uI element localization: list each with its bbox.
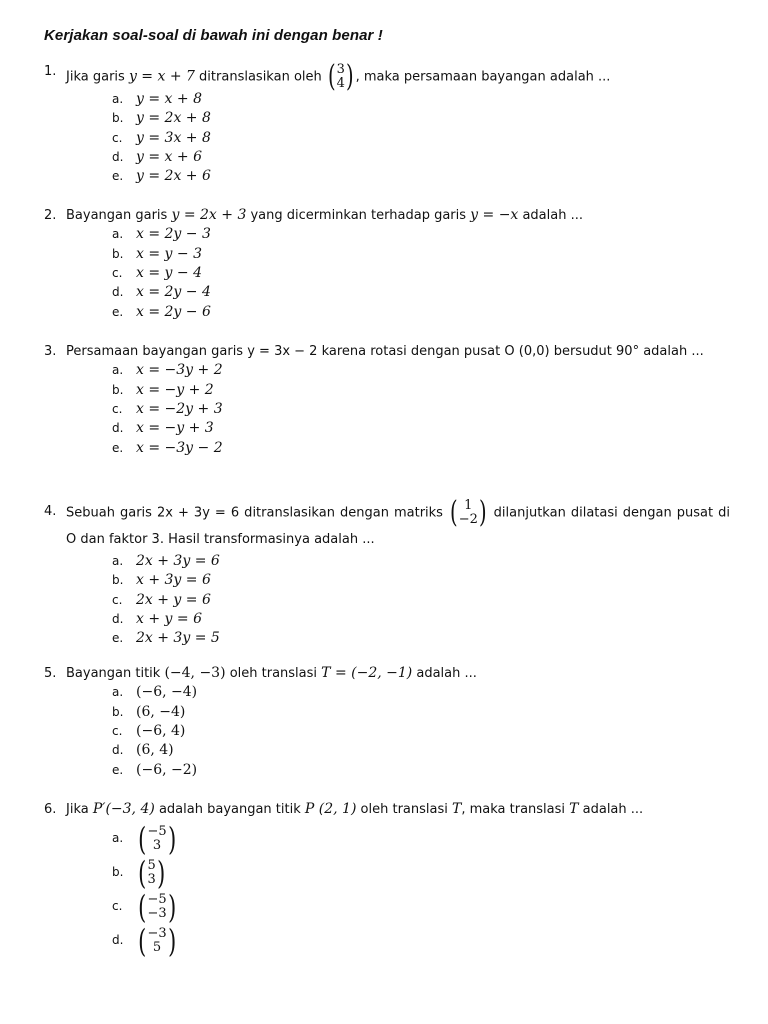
question-5 — [44, 664, 730, 780]
column-vector: ( 5 3 ) — [138, 853, 166, 892]
option-letter: b. — [112, 246, 124, 261]
option-text: y = 3x + 8 — [136, 129, 211, 146]
vector-bottom: 5 — [152, 939, 162, 955]
option-letter: a. — [112, 227, 124, 242]
option-text: x = y − 4 — [136, 265, 202, 281]
option-c[interactable] — [112, 887, 730, 926]
question-stem — [44, 59, 730, 94]
option-b[interactable] — [112, 381, 730, 400]
stem-math: T — [569, 801, 579, 817]
question-number: 3. — [44, 344, 57, 359]
option-text: x + y = 6 — [136, 610, 202, 627]
option-text: y = x + 8 — [136, 90, 202, 107]
stem-math: y = x + 7 — [128, 68, 195, 85]
stem-text-part: adalah bayangan titik — [154, 802, 305, 817]
vector-top: −5 — [147, 823, 167, 839]
option-text: x = −y + 3 — [136, 420, 214, 437]
option-letter: d. — [112, 421, 124, 436]
stem-text-part: oleh translasi — [225, 666, 322, 681]
option-text: (−6, −2) — [136, 761, 198, 778]
option-letter: c. — [112, 130, 123, 145]
option-text: y = 2x + 8 — [136, 110, 211, 127]
option-c[interactable] — [112, 400, 730, 419]
option-text: x = 2y − 3 — [136, 226, 211, 243]
option-letter: d. — [112, 149, 124, 164]
option-list — [112, 362, 730, 458]
option-d[interactable] — [112, 610, 730, 629]
stem-math: y = −x — [470, 207, 519, 223]
stem-text-part: oleh translasi — [356, 802, 452, 817]
question-6 — [44, 800, 730, 958]
column-vector: ( −5 −3 ) — [138, 887, 176, 926]
stem-text-part: , maka translasi — [461, 802, 570, 817]
option-list — [112, 90, 730, 186]
stem-math: (−4, −3) — [164, 665, 226, 681]
option-letter: b. — [112, 382, 124, 397]
page-title: Kerjakan soal-soal di bawah ini dengan benar ! — [44, 27, 383, 44]
option-b[interactable] — [112, 109, 730, 128]
option-letter: b. — [112, 111, 124, 126]
option-list — [112, 226, 730, 322]
vector-top: −3 — [147, 925, 167, 941]
option-a[interactable] — [112, 684, 730, 703]
option-text: x = −2y + 3 — [136, 401, 223, 417]
option-text: x = 2y − 6 — [136, 303, 211, 320]
question-3 — [44, 342, 730, 458]
stem-text-part: adalah ... — [578, 802, 644, 817]
question-number: 4. — [44, 504, 57, 519]
option-letter: a. — [112, 363, 124, 378]
option-c[interactable] — [112, 264, 730, 283]
stem-text-part: Jika garis — [66, 69, 129, 85]
option-letter: e. — [112, 762, 124, 777]
option-list — [112, 684, 730, 780]
stem-text-part: adalah ... — [518, 208, 583, 223]
option-b[interactable] — [112, 703, 730, 722]
vector-top: 5 — [147, 857, 156, 873]
option-text: x + 3y = 6 — [136, 572, 211, 589]
option-letter: e. — [112, 631, 124, 646]
option-letter: c. — [112, 402, 123, 416]
option-letter: d. — [112, 285, 124, 300]
option-a[interactable] — [112, 226, 730, 245]
option-text: 2x + 3y = 5 — [136, 630, 220, 647]
vector-bottom: 3 — [152, 837, 162, 853]
question-text: Persamaan bayangan garis y = 3x − 2 karena rotasi dengan pusat O (0,0) bersudut 90° adalah ... — [66, 344, 704, 359]
vector-bottom: 3 — [147, 871, 156, 887]
option-list — [112, 552, 730, 648]
option-text: (6, −4) — [136, 703, 186, 720]
option-a[interactable] — [112, 552, 730, 571]
option-a[interactable] — [112, 90, 730, 109]
vector-bottom: 4 — [336, 76, 345, 91]
stem-text-part: Sebuah garis 2x + 3y = 6 ditranslasikan dengan matriks — [66, 505, 449, 521]
column-vector: ( −5 3 ) — [138, 819, 176, 858]
option-c[interactable] — [112, 722, 730, 741]
stem-text-part: Bayangan titik — [66, 666, 165, 681]
stem-text-part: , maka persamaan bayangan adalah ... — [355, 69, 611, 85]
stem-text-part: adalah ... — [412, 666, 477, 681]
question-number: 2. — [44, 208, 57, 223]
option-letter: b. — [112, 573, 124, 588]
option-list — [112, 819, 730, 960]
option-letter: a. — [112, 685, 124, 700]
option-e[interactable] — [112, 303, 730, 322]
option-text: (−6, 4) — [136, 723, 186, 739]
option-letter: c. — [112, 898, 123, 913]
option-letter: e. — [112, 440, 124, 455]
option-e[interactable] — [112, 439, 730, 458]
option-letter: d. — [112, 611, 124, 626]
option-e[interactable] — [112, 761, 730, 780]
option-c[interactable] — [112, 129, 730, 148]
stem-text-part: ditranslasikan oleh — [194, 69, 326, 85]
option-text: 2x + y = 6 — [136, 591, 211, 608]
question-text — [66, 800, 730, 820]
question-number: 5. — [44, 666, 57, 681]
option-letter: a. — [112, 553, 124, 568]
option-text: x = −3y − 2 — [136, 439, 223, 456]
question-1 — [44, 59, 730, 186]
option-b[interactable] — [112, 571, 730, 590]
question-text — [66, 495, 731, 552]
question-text — [66, 206, 730, 226]
question-stem — [44, 495, 731, 552]
option-text: x = −y + 2 — [136, 381, 214, 398]
question-stem — [44, 206, 730, 226]
question-number: 6. — [44, 802, 57, 817]
option-text: (6, 4) — [136, 742, 174, 759]
option-c[interactable] — [112, 591, 730, 610]
option-letter: a. — [112, 91, 124, 106]
vector-bottom: −2 — [458, 512, 478, 527]
question-stem — [44, 800, 730, 820]
stem-math: P (2, 1) — [304, 801, 357, 817]
question-2 — [44, 206, 730, 322]
vector-top: 3 — [336, 62, 345, 77]
option-a[interactable] — [112, 362, 730, 381]
stem-math: T = (−2, −1) — [321, 665, 413, 681]
stem-text-part: dilanjutkan dilatasi dengan pusat di O dan faktor 3. Hasil transformasinya adalah ... — [66, 505, 731, 547]
option-b[interactable] — [112, 853, 730, 892]
option-d[interactable] — [112, 283, 730, 302]
option-letter: c. — [112, 724, 123, 738]
option-text: x = y − 3 — [136, 245, 202, 262]
stem-text-part: Bayangan garis — [66, 208, 172, 223]
option-text: y = 2x + 6 — [136, 168, 211, 185]
option-letter: c. — [112, 266, 123, 280]
stem-math: T — [452, 801, 462, 817]
option-text: (−6, −4) — [136, 684, 198, 701]
option-text: y = x + 6 — [136, 148, 202, 165]
option-letter: b. — [112, 704, 124, 719]
option-letter: e. — [112, 304, 124, 319]
option-letter: e. — [112, 169, 124, 184]
stem-math: P′(−3, 4) — [92, 801, 155, 817]
question-stem — [44, 664, 730, 684]
vector-top: −5 — [147, 891, 167, 907]
option-letter: c. — [112, 592, 123, 607]
option-e[interactable] — [112, 629, 730, 648]
option-d[interactable] — [112, 419, 730, 438]
option-text: x = −3y + 2 — [136, 362, 223, 379]
question-4 — [44, 495, 731, 648]
question-stem — [44, 342, 730, 362]
option-letter: a. — [112, 830, 124, 845]
stem-math: y = 2x + 3 — [171, 207, 247, 223]
stem-text-part: yang dicerminkan terhadap garis — [246, 208, 471, 223]
column-vector: ( −3 5 ) — [138, 921, 176, 960]
option-b[interactable] — [112, 245, 730, 264]
column-vector: ( 1 −2 ) — [450, 495, 487, 530]
option-letter: d. — [112, 743, 124, 758]
column-vector: ( 3 4 ) — [327, 59, 354, 94]
vector-top: 1 — [464, 498, 473, 513]
option-d[interactable] — [112, 741, 730, 760]
option-letter: b. — [112, 864, 124, 879]
option-text: 2x + 3y = 6 — [136, 552, 220, 569]
question-text — [66, 664, 730, 684]
option-d[interactable] — [112, 148, 730, 167]
option-a[interactable] — [112, 819, 730, 858]
option-d[interactable] — [112, 921, 730, 960]
option-text: x = 2y − 4 — [136, 284, 211, 301]
option-letter: d. — [112, 932, 124, 947]
question-number: 1. — [44, 64, 57, 79]
vector-bottom: −3 — [147, 905, 167, 921]
stem-text-part: Jika — [66, 802, 93, 817]
option-e[interactable] — [112, 167, 730, 186]
question-text — [66, 59, 730, 94]
